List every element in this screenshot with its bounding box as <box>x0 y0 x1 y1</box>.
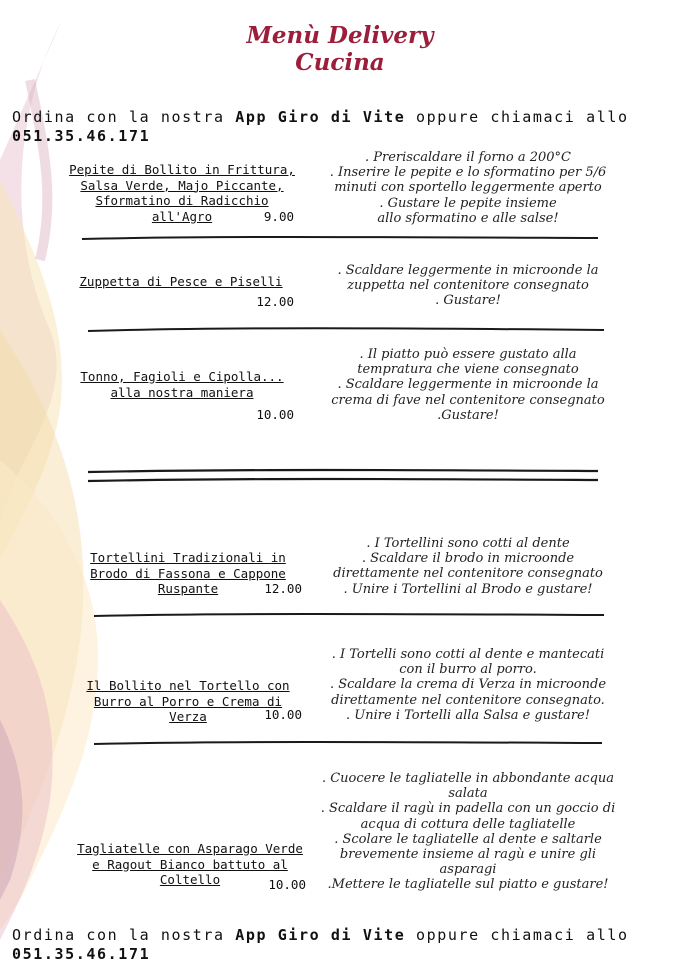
dish-name: Zuppetta di Pesce e Piselli <box>79 274 283 289</box>
dish-price: 12.00 <box>256 294 294 309</box>
dish-name: Tonno, Fagioli e Cipolla... alla nostra maniera <box>80 369 284 400</box>
dish-price: 9.00 <box>263 209 294 224</box>
dish-instructions: . Scaldare leggermente in microonde la zuppetta nel contenitore consegnato . Gustare! <box>337 263 599 309</box>
dish-price: 10.00 <box>264 707 302 722</box>
phone-number[interactable]: 051.35.46.171 <box>12 127 151 145</box>
dish-name: Tagliatelle con Asparago Verde e Ragout Bianco battuto al Coltello <box>77 841 303 887</box>
order-info-bottom <box>12 926 652 964</box>
title-line-1: Menù Delivery <box>246 22 434 49</box>
divider-rule <box>92 610 612 620</box>
dish-instructions: . Il piatto può essere gustato alla tempratura che viene consegnato . Scaldare leggermente in microonde la crema di fave nel contenitore consegnato .Gustare! <box>331 347 605 423</box>
dish-instructions: . I Tortellini sono cotti al dente . Scaldare il brodo in microonde direttamente nel contenitore consegnato . Unire i Tortellini al Brodo e gustare! <box>333 536 603 597</box>
divider-rule <box>86 466 606 488</box>
dish-instructions: . I Tortelli sono cotti al dente e mantecati con il burro al porro. . Scaldare la crema di Verza in microonde direttamente nel contenitore consegnato. . Unire i Tortelli alla Salsa e gustare! <box>329 647 607 723</box>
divider-rule <box>92 738 612 748</box>
dish-price: 12.00 <box>264 581 302 596</box>
dish-price: 10.00 <box>268 877 306 892</box>
order-middle: oppure chiamaci allo <box>405 108 629 126</box>
dish-instructions: . Preriscaldare il forno a 200°C . Inserire le pepite e lo sformatino per 5/6 minuti con sportello leggermente aperto . Gustare le pepite insieme allo sformatino e alle salse! <box>329 150 607 226</box>
dish-name: Pepite di Bollito in Frittura, Salsa Verde, Majo Piccante, Sformatino di Radicchio all'Agro <box>69 162 295 224</box>
phone-number[interactable]: 051.35.46.171 <box>12 945 151 963</box>
order-prefix: Ordina con la nostra <box>12 926 236 944</box>
app-name[interactable]: App Giro di Vite <box>235 108 406 126</box>
order-info-top <box>12 108 652 146</box>
app-name[interactable]: App Giro di Vite <box>235 926 406 944</box>
dish-name: Tortellini Tradizionali in Brodo di Fassona e Cappone Ruspante <box>90 550 286 596</box>
dish-price: 10.00 <box>256 407 294 422</box>
dish-name: Il Bollito nel Tortello con Burro al Porro e Crema di Verza <box>86 678 290 724</box>
dish-instructions: . Cuocere le tagliatelle in abbondante acqua salata . Scaldare il ragù in padella con un goccio di acqua di cottura delle tagliatelle . Scolare le tagliatelle al dente e saltarle brevemente insieme al ragù e unire gli asparagi .Mettere le tagliatelle sul piatto e gustare! <box>320 771 616 893</box>
divider-rule <box>80 233 600 243</box>
order-middle: oppure chiamaci allo <box>405 926 629 944</box>
divider-rule <box>86 325 606 335</box>
order-prefix: Ordina con la nostra <box>12 108 236 126</box>
title-line-2: Cucina <box>295 49 385 76</box>
page-title <box>200 22 480 76</box>
